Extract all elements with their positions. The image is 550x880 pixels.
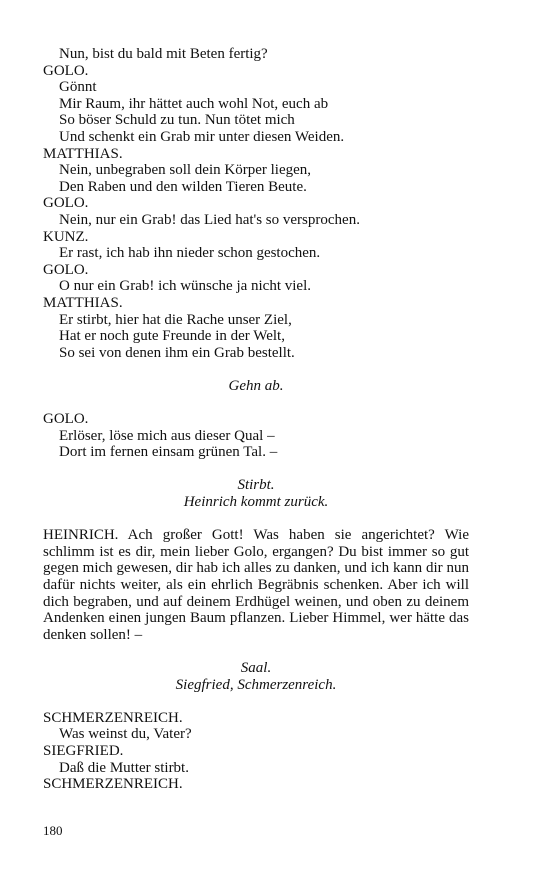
verse-line: Erlöser, löse mich aus dieser Qual – bbox=[59, 427, 275, 444]
page-number: 180 bbox=[43, 823, 63, 838]
speaker-name: MATTHIAS. bbox=[43, 294, 123, 311]
stage-direction: Heinrich kommt zurück. bbox=[183, 494, 329, 511]
verse-line: Mir Raum, ihr hättet auch wohl Not, euch ab bbox=[59, 95, 329, 112]
verse-line: Nun, bist du bald mit Beten fertig? bbox=[59, 46, 268, 62]
verse-line: Den Raben und den wilden Tieren Beute. bbox=[59, 178, 307, 195]
speaker-name: GOLO. bbox=[43, 261, 89, 278]
spacer bbox=[43, 693, 469, 710]
scene-characters: Siegfried, Schmerzenreich. bbox=[175, 676, 337, 693]
speaker-name: SIEGFRIED. bbox=[43, 742, 124, 759]
stage-direction: Stirbt. bbox=[237, 477, 275, 494]
spacer bbox=[43, 394, 469, 411]
verse-line: Er rast, ich hab ihn nieder schon gestochen. bbox=[59, 245, 321, 262]
verse-line: Er stirbt, hier hat die Rache unser Ziel, bbox=[59, 311, 292, 328]
prose-paragraph: HEINRICH. Ach großer Gott! Was haben sie angerichtet? Wie schlimm ist es dir, mein lieber Golo, ergangen? Du bist immer so gut gegen mich gewesen, dir hab ich alles zu danken, und ich kann dir nun dafür nichts weiter, als ein ehrlich Begräbnis schenken. Aber ich will dich begraben, und auf deinem Erdhügel weinen, und oben zu deinem Andenken einen jungen Baum pflanzen. Lieber Himmel, wer hätte das denken sollen! – bbox=[43, 527, 469, 643]
speaker-name: SCHMERZENREICH. bbox=[43, 709, 183, 726]
verse-line: Daß die Mutter stirbt. bbox=[59, 759, 189, 776]
speaker-name: MATTHIAS. bbox=[43, 145, 123, 162]
verse-line: Und schenkt ein Grab mir unter diesen Weiden. bbox=[59, 128, 345, 145]
speaker-name: SCHMERZENREICH. bbox=[43, 776, 183, 793]
verse-line: Dort im fernen einsam grünen Tal. – bbox=[59, 444, 278, 461]
speaker-name: GOLO. bbox=[43, 411, 89, 428]
page-body bbox=[43, 46, 469, 793]
spacer bbox=[43, 643, 469, 660]
verse-line: Hat er noch gute Freunde in der Welt, bbox=[59, 328, 285, 345]
speaker-name: GOLO. bbox=[43, 195, 89, 212]
verse-line: Nein, nur ein Grab! das Lied hat's so versprochen. bbox=[59, 211, 360, 228]
spacer bbox=[43, 461, 469, 478]
verse-line: Nein, unbegraben soll dein Körper liegen, bbox=[59, 162, 312, 179]
spacer bbox=[43, 511, 469, 528]
spacer bbox=[43, 361, 469, 378]
verse-line: So sei von denen ihm ein Grab bestellt. bbox=[59, 344, 295, 361]
speaker-name: GOLO. bbox=[43, 62, 89, 79]
verse-line: O nur ein Grab! ich wünsche ja nicht viel. bbox=[59, 278, 312, 295]
scene-location: Saal. bbox=[240, 659, 272, 676]
verse-line: Was weinst du, Vater? bbox=[59, 726, 192, 743]
stage-direction: Gehn ab. bbox=[228, 377, 284, 394]
verse-line: Gönnt bbox=[59, 79, 97, 96]
speaker-name: KUNZ. bbox=[43, 228, 89, 245]
verse-line: So böser Schuld zu tun. Nun tötet mich bbox=[59, 112, 295, 129]
